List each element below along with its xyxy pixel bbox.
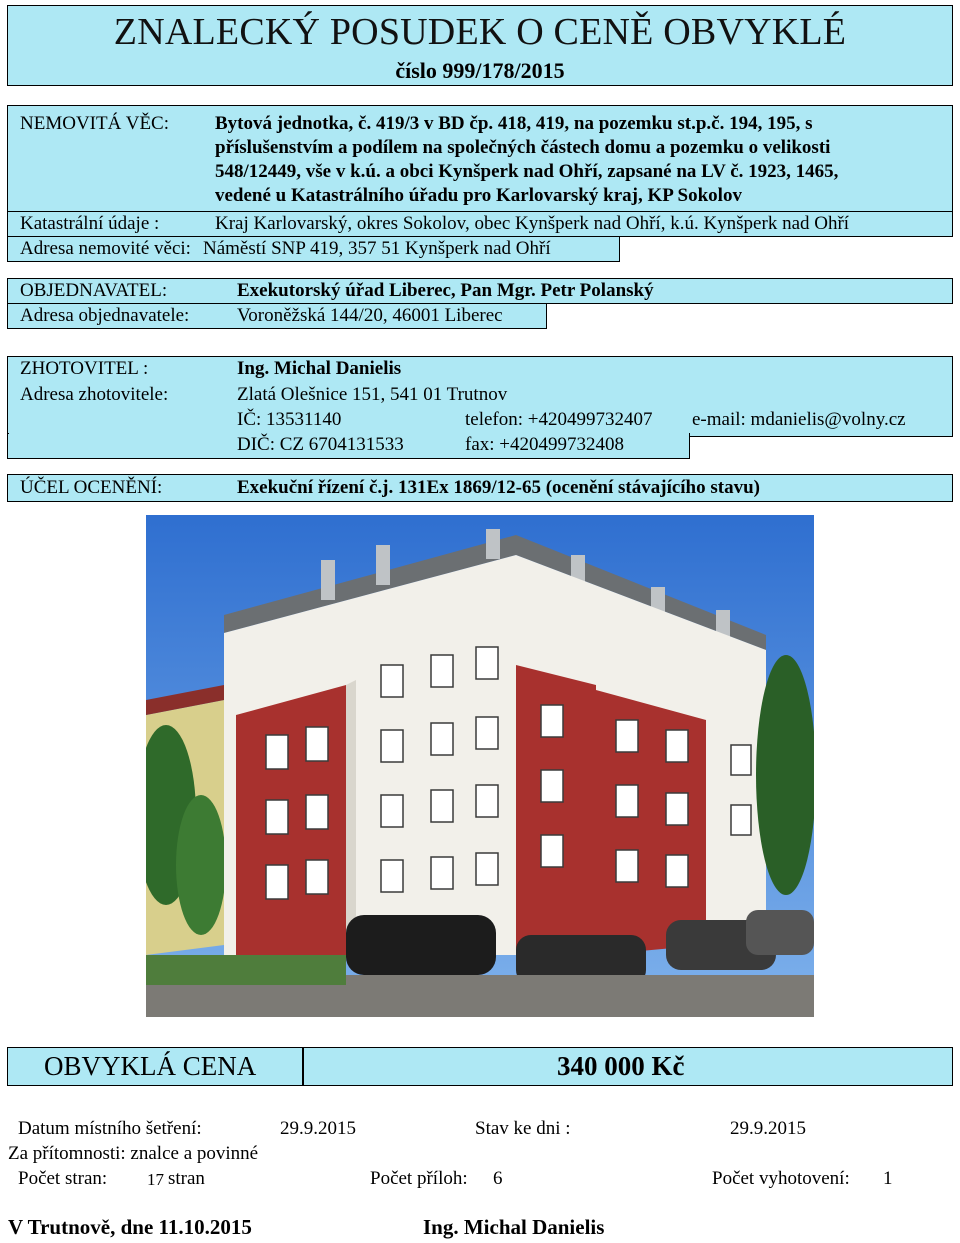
attachments-value: 6: [493, 1168, 503, 1189]
contractor-email: e-mail: mdanielis@volny.cz: [692, 409, 906, 430]
copies-value: 1: [883, 1168, 893, 1189]
purpose-label: ÚČEL OCENĚNÍ:: [20, 477, 163, 498]
place-date: V Trutnově, dne 11.10.2015: [8, 1215, 252, 1239]
cadastral-label: Katastrální údaje :: [20, 213, 160, 234]
price-label: OBVYKLÁ CENA: [44, 1051, 257, 1081]
contractor-ic: IČ: 13531140: [237, 409, 342, 430]
document-number: číslo 999/178/2015: [395, 58, 565, 83]
inspection-date: 29.9.2015: [280, 1118, 356, 1139]
client-name: Exekutorský úřad Liberec, Pan Mgr. Petr Polanský: [237, 280, 654, 301]
state-label: Stav ke dni :: [475, 1118, 571, 1139]
inspection-label: Datum místního šetření:: [18, 1118, 202, 1139]
pages-value: 17: [147, 1170, 164, 1189]
contractor-address-label: Adresa zhotovitele:: [20, 384, 169, 405]
client-address: Voroněžská 144/20, 46001 Liberec: [237, 305, 503, 326]
contractor-fax: fax: +420499732408: [465, 434, 625, 455]
property-line-4: vedené u Katastrálního úřadu pro Karlovarský kraj, KP Sokolov: [215, 185, 742, 206]
price-divider: [302, 1047, 304, 1086]
cadastral-value: Kraj Karlovarský, okres Sokolov, obec Kynšperk nad Ohří, k.ú. Kynšperk nad Ohří: [215, 213, 850, 234]
property-line-3: 548/12449, vše v k.ú. a obci Kynšperk nad Ohří, zapsané na LV č. 1923, 1465,: [215, 161, 839, 182]
contractor-address: Zlatá Olešnice 151, 541 01 Trutnov: [237, 384, 508, 405]
state-date: 29.9.2015: [730, 1118, 806, 1139]
copies-label: Počet vyhotovení:: [712, 1168, 850, 1189]
building-photo: [146, 515, 814, 1017]
price-value: 340 000 Kč: [557, 1051, 685, 1081]
property-line-2: příslušenstvím a podílem na společných částech domu a pozemku o velikosti: [215, 137, 831, 158]
pages-unit: stran: [168, 1168, 205, 1189]
property-line-1: Bytová jednotka, č. 419/3 v BD čp. 418, 419, na pozemku st.p.č. 194, 195, s: [215, 113, 813, 134]
signature-name: Ing. Michal Danielis: [423, 1215, 605, 1239]
contractor-name: Ing. Michal Danielis: [237, 358, 402, 379]
purpose-value: Exekuční řízení č.j. 131Ex 1869/12-65 (ocenění stávajícího stavu): [237, 477, 760, 498]
contractor-label: ZHOTOVITEL :: [20, 358, 149, 379]
property-label: NEMOVITÁ VĚC:: [20, 113, 170, 134]
address-label: Adresa nemovité věci:: [20, 238, 191, 259]
document-title: ZNALECKÝ POSUDEK O CENĚ OBVYKLÉ: [113, 11, 847, 53]
contractor-phone: telefon: +420499732407: [465, 409, 653, 430]
client-label: OBJEDNAVATEL:: [20, 280, 168, 301]
pages-label: Počet stran:: [18, 1168, 108, 1189]
attachments-label: Počet příloh:: [370, 1168, 468, 1189]
client-address-label: Adresa objednavatele:: [20, 305, 190, 326]
address-value: Náměstí SNP 419, 357 51 Kynšperk nad Ohří: [203, 238, 551, 259]
presence: Za přítomnosti: znalce a povinné: [8, 1143, 259, 1164]
contractor-dic: DIČ: CZ 6704131533: [237, 434, 404, 455]
